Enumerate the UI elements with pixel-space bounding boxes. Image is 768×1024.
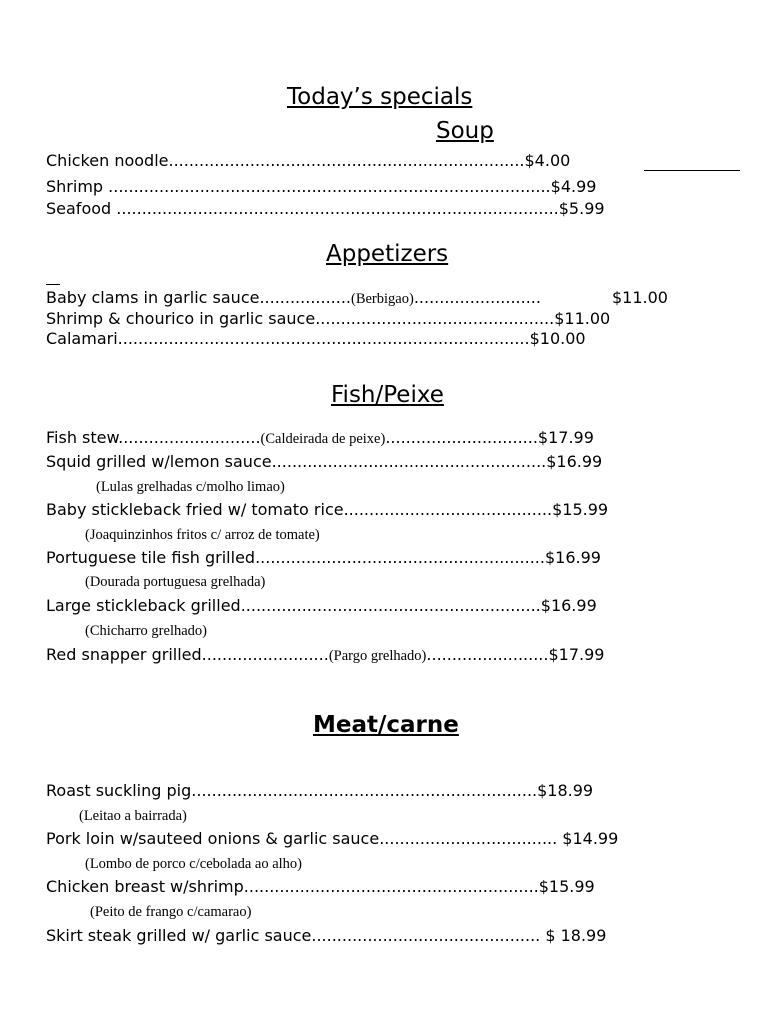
menu-item-red-snapper: [46, 645, 604, 666]
item-price: $17.99: [548, 645, 605, 664]
item-name: Red snapper grilled: [46, 645, 202, 664]
leader-dots: .............................................: [311, 926, 541, 945]
leader-dots: ..................: [259, 288, 351, 307]
leader-dots: ...........................................................: [240, 596, 541, 615]
menu-item-suckling-pig: [46, 781, 593, 801]
menu-item-chicken-noodle: [46, 151, 570, 171]
leader-dots: ......................................................: [271, 452, 547, 471]
menu-item-tile-fish: [46, 548, 601, 568]
item-price-baby-clams: $11.00: [612, 288, 668, 307]
menu-item-shrimp-chourico: [46, 309, 610, 329]
item-price: $17.99: [537, 428, 594, 447]
menu-item-seafood: [46, 199, 605, 219]
item-name: Large stickleback grilled: [46, 596, 241, 615]
fish-heading: Fish/Peixe: [331, 382, 444, 408]
leader-dots: ....................................................................: [191, 781, 538, 800]
item-name: Shrimp: [46, 177, 109, 196]
item-name: Skirt steak grilled w/ garlic sauce: [46, 926, 312, 945]
item-price: $5.99: [558, 199, 605, 218]
menu-item-baby-stickleback: [46, 500, 608, 520]
leader-dots: .......................................................................................: [108, 177, 551, 196]
decorative-rule: [644, 170, 740, 171]
item-name: Calamari: [46, 329, 118, 348]
menu-item-baby-clams: [46, 288, 541, 309]
item-price: $16.99: [540, 596, 597, 615]
portuguese-name: (Chicharro grelhado): [85, 623, 207, 639]
portuguese-name: (Berbigao): [351, 291, 414, 307]
leader-dots: ......................................................................: [168, 151, 525, 170]
leader-dots: ...............................................: [315, 309, 555, 328]
menu-item-calamari: [46, 329, 586, 349]
soup-heading: Soup: [436, 118, 494, 144]
item-price: $16.99: [544, 548, 601, 567]
item-name: Chicken breast w/shrimp: [46, 877, 244, 896]
portuguese-name: (Lombo de porco c/cebolada ao alho): [85, 856, 303, 872]
menu-item-large-stickleback: [46, 596, 597, 616]
item-name: Squid grilled w/lemon sauce: [46, 452, 272, 471]
item-name: Baby stickleback fried w/ tomato rice: [46, 500, 344, 519]
item-price: $ 18.99: [540, 926, 607, 945]
portuguese-name: (Pargo grelhado): [328, 648, 427, 664]
item-price: $15.99: [538, 877, 595, 896]
item-name: Roast suckling pig: [46, 781, 192, 800]
leader-dots: .........................: [201, 645, 329, 664]
leader-dots: ............................: [118, 428, 261, 447]
leader-dots: ..........................................................: [243, 877, 539, 896]
leader-dots: .........................................................: [255, 548, 545, 567]
item-name: Shrimp & chourico in garlic sauce: [46, 309, 316, 328]
appetizers-heading: Appetizers: [326, 241, 449, 267]
portuguese-name: (Lulas grelhadas c/molho limao): [96, 479, 285, 495]
item-name: Baby clams in garlic sauce: [46, 288, 260, 307]
item-name: Pork loin w/sauteed onions & garlic sauce: [46, 829, 380, 848]
item-name: Portuguese tile fish grilled: [46, 548, 256, 567]
leader-dots: .................................................................................: [117, 329, 530, 348]
menu-item-skirt-steak: [46, 926, 606, 946]
leader-dots: .........................: [413, 288, 541, 307]
leader-dots: .........................................: [343, 500, 553, 519]
leader-dots: .......................................................................................: [116, 199, 559, 218]
menu-item-squid: [46, 452, 602, 472]
item-price: $10.00: [529, 329, 586, 348]
portuguese-name: (Joaquinzinhos fritos c/ arroz de tomate): [85, 527, 320, 543]
item-price: $16.99: [546, 452, 603, 471]
portuguese-name: (Dourada portuguesa grelhada): [85, 574, 266, 590]
page-title: Today’s specials: [287, 84, 473, 110]
leader-dots: ...................................: [379, 829, 563, 848]
item-price: $11.00: [554, 309, 611, 328]
item-price: $4.99: [550, 177, 597, 196]
item-price: $15.99: [552, 500, 609, 519]
leader-dots: ........................: [426, 645, 549, 664]
menu-item-pork-loin: [46, 829, 618, 849]
menu-item-shrimp-soup: [46, 177, 596, 197]
menu-item-fish-stew: [46, 428, 594, 449]
portuguese-name: (Leitao a bairrada): [79, 808, 187, 824]
item-price: $18.99: [537, 781, 594, 800]
portuguese-name: (Peito de frango c/camarao): [90, 904, 252, 920]
menu-item-chicken-breast: [46, 877, 595, 897]
item-price: $14.99: [562, 829, 619, 848]
decorative-rule: [46, 284, 60, 285]
item-name: Chicken noodle: [46, 151, 169, 170]
portuguese-name: (Caldeirada de peixe): [260, 431, 386, 447]
item-name: Fish stew: [46, 428, 119, 447]
meat-heading: Meat/carne: [313, 712, 459, 738]
item-price: $4.00: [524, 151, 571, 170]
item-name: Seafood: [46, 199, 117, 218]
leader-dots: ..............................: [385, 428, 538, 447]
